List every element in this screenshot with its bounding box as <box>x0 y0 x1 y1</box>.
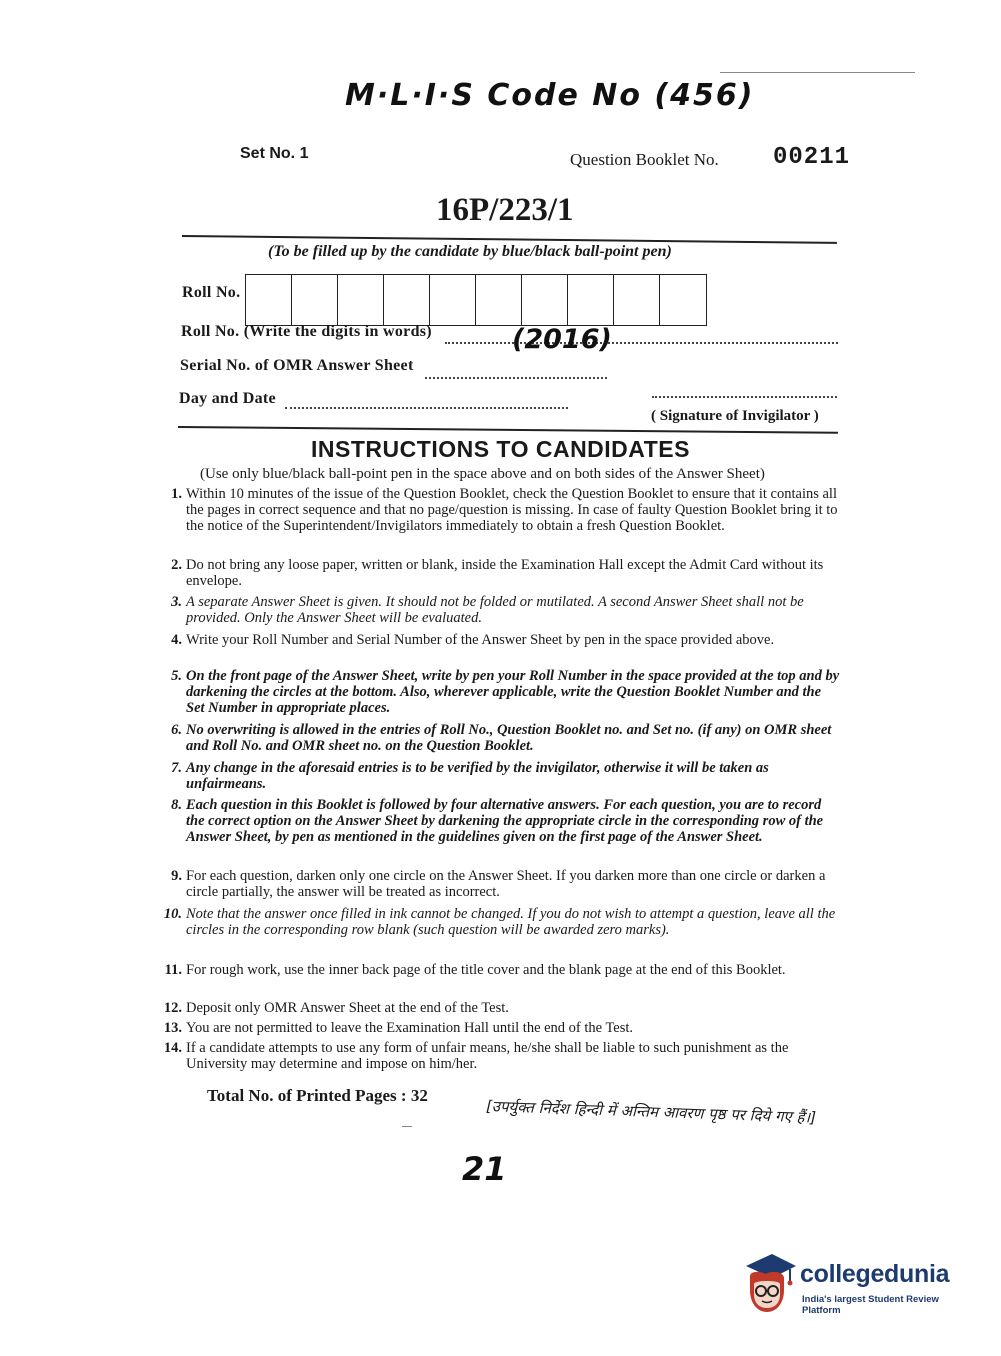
booklet-label: Question Booklet No. <box>570 150 719 169</box>
fill-note: (To be filled up by the candidate by blue/black ball-point pen) <box>268 243 672 260</box>
signature-line[interactable] <box>652 396 837 398</box>
omr-serial-label: Serial No. of OMR Answer Sheet <box>180 357 414 374</box>
handwritten-page-number: 21 <box>462 1150 507 1188</box>
roll-words-label: Roll No. (Write the digits in words) <box>181 323 432 340</box>
instruction-number: 10. <box>163 906 182 922</box>
instruction-text: On the front page of the Answer Sheet, write by pen your Roll Number in the space provided at the top and by darkening the circles at the bottom. Also, wherever applicable, write the Question Booklet Number and the Set Number in appropriate places. <box>186 668 840 716</box>
booklet-number: 00211 <box>773 144 851 171</box>
handwritten-course-code: M·L·I·S Code No (456) <box>345 78 755 113</box>
instruction-text: Any change in the aforesaid entries is to be verified by the invigilator, otherwise it will be taken as unfairmeans. <box>186 760 769 792</box>
instruction-number: 11. <box>164 962 182 978</box>
instruction-item <box>171 868 841 900</box>
roll-digit-box[interactable] <box>246 275 292 325</box>
roll-digit-box[interactable] <box>384 275 430 325</box>
footer-dash <box>402 1126 412 1127</box>
instruction-text: Note that the answer once filled in ink cannot be changed. If you do not wish to attempt a question, leave all the circles in the corresponding row blank (such question will be awarded zero marks). <box>186 906 836 938</box>
instruction-text: Do not bring any loose paper, written or blank, inside the Examination Hall except the Admit Card without its envelope. <box>186 557 824 589</box>
instruction-text: Within 10 minutes of the issue of the Question Booklet, check the Question Booklet to ensure that it contains all the pages in correct sequence and that no page/question is missing. In case of faulty Question Booklet bring it to the notice of the Superintendent/Invigilators immediately to obtain a fresh Question Booklet. <box>186 486 838 534</box>
instruction-item <box>163 1040 841 1072</box>
roll-digit-box[interactable] <box>338 275 384 325</box>
roll-digit-box[interactable] <box>568 275 614 325</box>
roll-digit-box[interactable] <box>522 275 568 325</box>
instruction-number: 8. <box>171 797 182 813</box>
instruction-item <box>171 722 841 754</box>
hindi-note: [उपर्युक्त निर्देश हिन्दी में अन्तिम आवरण पृष्ठ पर दिये गए हैं।] <box>485 1097 817 1127</box>
brand-tagline: India's largest Student Review Platform <box>802 1294 939 1316</box>
instruction-number: 1. <box>171 486 182 502</box>
instruction-number: 14. <box>163 1040 182 1056</box>
paper-code: 16P/223/1 <box>436 192 574 228</box>
instruction-number: 13. <box>163 1020 182 1036</box>
instruction-item <box>171 797 841 845</box>
omr-serial-line[interactable] <box>425 377 607 379</box>
instruction-number: 6. <box>171 722 182 738</box>
instruction-number: 12. <box>163 1000 182 1016</box>
instruction-number: 5. <box>171 668 182 684</box>
instruction-item <box>163 1020 841 1036</box>
instruction-text: You are not permitted to leave the Examination Hall until the end of the Test. <box>186 1020 634 1036</box>
instruction-number: 3. <box>171 594 182 610</box>
day-date-label: Day and Date <box>179 390 276 407</box>
instruction-item <box>171 668 841 716</box>
roll-digit-box[interactable] <box>660 275 706 325</box>
form-rule <box>178 426 838 434</box>
total-pages: Total No. of Printed Pages : 32 <box>207 1086 428 1105</box>
roll-digit-box[interactable] <box>476 275 522 325</box>
instruction-item <box>171 486 841 534</box>
top-divider <box>720 72 915 73</box>
instruction-text: Deposit only OMR Answer Sheet at the end of the Test. <box>186 1000 509 1016</box>
instruction-item <box>171 594 841 626</box>
instruction-text: A separate Answer Sheet is given. It should not be folded or mutilated. A second Answer Sheet shall not be provided. Only the Answer Sheet will be evaluated. <box>186 594 804 626</box>
roll-no-label: Roll No. <box>182 284 241 301</box>
day-date-line[interactable] <box>285 407 568 409</box>
instruction-item <box>171 632 841 648</box>
brand-name: collegedunia <box>800 1260 950 1288</box>
instruction-item <box>171 760 841 792</box>
signature-label: ( Signature of Invigilator ) <box>651 408 819 424</box>
instruction-item <box>163 906 841 938</box>
instruction-number: 4. <box>171 632 182 648</box>
instruction-item <box>163 1000 841 1016</box>
roll-no-boxes[interactable] <box>245 274 707 326</box>
set-number: Set No. 1 <box>240 145 309 162</box>
instruction-text: For rough work, use the inner back page of the title cover and the blank page at the end of this Booklet. <box>186 962 786 978</box>
instruction-item <box>164 962 841 978</box>
instruction-item <box>171 557 841 589</box>
roll-digit-box[interactable] <box>292 275 338 325</box>
collegedunia-watermark <box>740 1250 970 1322</box>
instruction-number: 2. <box>171 557 182 573</box>
instructions-intro: (Use only blue/black ball-point pen in the space above and on both sides of the Answer Sheet) <box>200 466 765 482</box>
roll-words-line[interactable] <box>445 342 838 344</box>
roll-digit-box[interactable] <box>430 275 476 325</box>
mascot-icon <box>740 1250 798 1316</box>
instruction-text: Write your Roll Number and Serial Number of the Answer Sheet by pen in the space provided above. <box>186 632 775 648</box>
roll-digit-box[interactable] <box>614 275 660 325</box>
instructions-title: INSTRUCTIONS TO CANDIDATES <box>311 436 690 462</box>
instruction-number: 7. <box>171 760 182 776</box>
instruction-text: Each question in this Booklet is followed by four alternative answers. For each question, you are to record the correct option on the Answer Sheet by darkening the appropriate circle in the corresponding row of the Answer Sheet, by pen as mentioned in the guidelines given on the first page of the Answer Sheet. <box>186 797 824 845</box>
instruction-number: 9. <box>171 868 182 884</box>
handwritten-roll-words: (2016) <box>512 324 612 355</box>
instruction-text: No overwriting is allowed in the entries of Roll No., Question Booklet no. and Set no. (if any) on OMR sheet and Roll No. and OMR sheet no. on the Question Booklet. <box>186 722 832 754</box>
instruction-text: If a candidate attempts to use any form of unfair means, he/she shall be liable to such punishment as the University may determine and impose on him/her. <box>186 1040 789 1072</box>
instruction-text: For each question, darken only one circle on the Answer Sheet. If you darken more than one circle or darken a circle partially, the answer will be treated as incorrect. <box>186 868 826 900</box>
